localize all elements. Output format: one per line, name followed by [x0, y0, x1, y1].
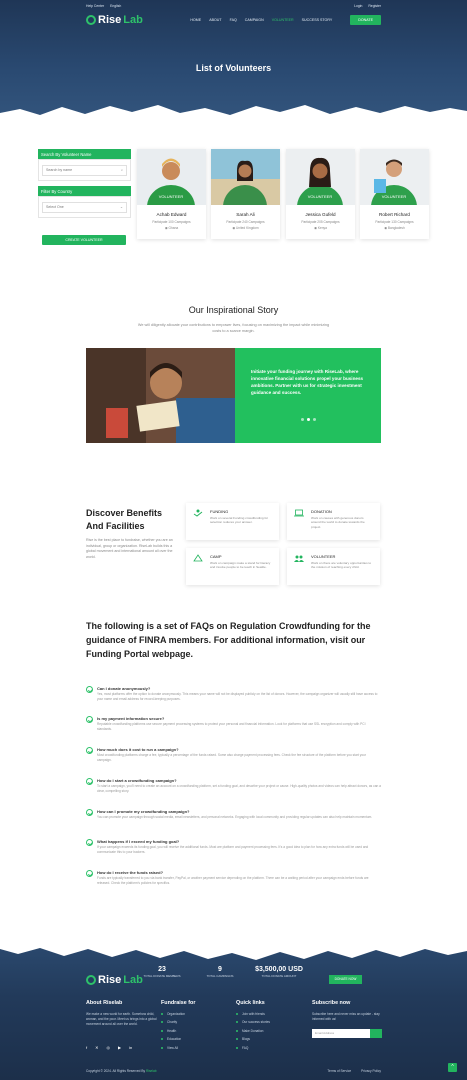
- stat-value: $3,500,00 USD: [255, 966, 303, 973]
- footer-link[interactable]: Our success stories: [236, 1020, 270, 1024]
- stat-amount: [250, 966, 308, 978]
- check-circle-icon: [86, 747, 93, 754]
- login-link[interactable]: Login: [354, 4, 363, 8]
- volunteer-photo: [211, 149, 280, 205]
- funding-icon: [193, 509, 203, 517]
- donate-button[interactable]: DONATE: [350, 15, 381, 25]
- volunteer-card[interactable]: [360, 149, 429, 239]
- carousel-dot[interactable]: [301, 418, 304, 421]
- volunteer-name: Jessica Gufeld: [305, 212, 336, 217]
- top-bar: [86, 2, 381, 10]
- volunteer-campaigns: Participate 205 Campaigns: [301, 220, 340, 224]
- volunteer-icon: [294, 554, 304, 562]
- nav-success-story[interactable]: SUCCESS STORY: [301, 18, 333, 22]
- check-circle-icon: [86, 716, 93, 723]
- benefits-title: [86, 507, 162, 533]
- footer-fundraise: [161, 1000, 195, 1054]
- volunteer-photo: [286, 149, 355, 205]
- logo-icon: [86, 15, 96, 25]
- footer-link[interactable]: Make Donation: [236, 1029, 270, 1033]
- subscribe-email-input[interactable]: Email Address: [312, 1029, 370, 1038]
- camp-icon: [193, 554, 203, 562]
- footer-quick-links-title: Quick links: [236, 1000, 265, 1006]
- story-subtitle: We will diligently allocate your contributions to empower lives, focusing on maximizing the impact while minimizing costs to a scarce margin.: [137, 323, 330, 333]
- faq-question[interactable]: How much does it cost to run a campaign?: [97, 747, 179, 752]
- benefit-title: CAMP: [210, 554, 222, 559]
- legal-links: [327, 1069, 381, 1073]
- faq-question[interactable]: Can I donate anonymously?: [97, 686, 151, 691]
- story-card-text: Initiate your funding journey with RiseLab, where innovative financial solutions propel your business ambitions. Partner with us for strategic investment guidance and success.: [251, 369, 364, 396]
- benefit-title: DONATION: [311, 509, 332, 514]
- benefit-title: FUNDING: [210, 509, 229, 514]
- subscribe-button[interactable]: [370, 1029, 382, 1038]
- footer-about-text: We make a new world for earth. Somehow child, woman, and the poor. Meet us brings into a global movement around all over the world.: [86, 1012, 157, 1026]
- location-text: Bangladesh: [387, 226, 405, 230]
- instagram-icon[interactable]: ◎: [106, 1045, 110, 1050]
- location-text: United Kingdom: [235, 226, 259, 230]
- copyright-text: Copyright © 2024. All Rights Reserved By: [86, 1069, 146, 1073]
- volunteer-campaigns: Participate 240 Campaigns: [226, 220, 265, 224]
- footer-link[interactable]: Charity: [161, 1020, 195, 1024]
- carousel-dot[interactable]: [313, 418, 316, 421]
- benefit-title: VOLUNTEER: [311, 554, 336, 559]
- faq-answer: If your campaign exceeds its funding goal, you will receive the additional funds. Most are platform and payment processing fees. It's a good idea to plan for how any extra funds will be used and communicate this to your backers.: [97, 845, 369, 854]
- hero-banner: [0, 0, 467, 130]
- benefits-title-line1: Discover Benefits: [86, 508, 163, 518]
- privacy-link[interactable]: Privacy Policy: [361, 1069, 381, 1073]
- laptop-icon: [294, 509, 304, 517]
- stat-value: 23: [158, 966, 166, 973]
- faq-question[interactable]: How do I receive the funds raised?: [97, 870, 164, 875]
- nav-campaign[interactable]: CAMPAIGN: [244, 18, 264, 22]
- logo-text-b: Lab: [123, 974, 143, 986]
- help-center-link[interactable]: Help Center: [86, 4, 105, 8]
- story-card: [235, 348, 381, 443]
- benefits-text: Rise is the best place to fundraise, whether you are an individual, group or organization. RiseLab builds this a global movement and international amount all over the world.: [86, 538, 173, 559]
- check-circle-icon: [86, 839, 93, 846]
- register-link[interactable]: Register: [368, 4, 381, 8]
- social-links: [86, 1045, 132, 1050]
- footer-link[interactable]: Health: [161, 1029, 195, 1033]
- nav-volunteer[interactable]: VOLUNTEER: [271, 18, 294, 22]
- volunteer-photo: [360, 149, 429, 205]
- footer-quick-links: [236, 1000, 270, 1054]
- search-placeholder: Search by name: [46, 168, 73, 172]
- faq-answer: Funds are typically transferred to you via bank transfer, PayPal, or another payment service depending on the platform. There can be a waiting period after your campaign ends before funds are released. Check the platform's policies for specifics.: [97, 876, 369, 885]
- check-circle-icon: [86, 778, 93, 785]
- create-volunteer-button[interactable]: CREATE VOLUNTEER: [42, 235, 126, 245]
- volunteer-location: [211, 226, 280, 230]
- location-pin-icon: ◉: [384, 226, 388, 230]
- logo-text-a: Rise: [98, 14, 122, 26]
- footer-fundraise-title: Fundraise for: [161, 1000, 196, 1006]
- check-circle-icon: [86, 686, 93, 693]
- benefit-desc: Work on there are voluntary opportunities to the mission of reaching every child.: [311, 561, 372, 570]
- volunteer-name: Sarah Ali: [236, 212, 255, 217]
- youtube-icon[interactable]: ▶: [117, 1045, 122, 1050]
- footer-link[interactable]: Blogs: [236, 1037, 270, 1041]
- copyright: [86, 1069, 157, 1073]
- svg-text:VOLUNTEER: VOLUNTEER: [381, 194, 407, 199]
- back-to-top-button[interactable]: ^: [448, 1063, 457, 1072]
- location-pin-icon: ◉: [164, 226, 169, 230]
- nav-faq[interactable]: FAQ: [229, 18, 237, 22]
- country-title: Filter By Country: [38, 186, 131, 196]
- stat-members: [140, 966, 184, 978]
- faq-title: The following is a set of FAQs on Regulation Crowdfunding for the guidance of FINRA members. For additional information, visit our Funding Portal webpage.: [86, 621, 371, 659]
- hero-torn-edge: [0, 97, 467, 131]
- stat-campaigns: [198, 966, 242, 978]
- volunteer-photo: [137, 149, 206, 205]
- footer-torn-edge: [0, 929, 467, 969]
- faq-answer: Most crowdfunding platforms charge a fee, typically a percentage of the funds raised. Some also charge payment processing fees. Check the fee structure of the platform before you start your campaign.: [97, 753, 366, 762]
- stat-label: TOTAL DONATE AMOUNT: [261, 974, 297, 978]
- search-icon: ⌕: [120, 168, 123, 172]
- main-nav: [86, 13, 381, 27]
- search-title: Search By Volunteer Name: [38, 149, 131, 159]
- footer-link[interactable]: Join with friends: [236, 1012, 270, 1016]
- nav-menu: [190, 15, 381, 25]
- logo-text-a: Rise: [98, 974, 122, 986]
- brand-logo[interactable]: [86, 14, 143, 26]
- svg-text:VOLUNTEER: VOLUNTEER: [158, 194, 184, 199]
- nav-about[interactable]: ABOUT: [209, 18, 222, 22]
- volunteer-location: [360, 226, 429, 230]
- footer-logo[interactable]: [86, 974, 143, 986]
- benefits-title-line2: And Facilities: [86, 521, 145, 532]
- volunteer-campaigns: Participate 100 Campaigns: [152, 220, 191, 224]
- volunteer-card[interactable]: [286, 149, 355, 239]
- donate-now-button[interactable]: DONATE NOW: [329, 975, 362, 984]
- story-title: Our Inspirational Story: [188, 305, 279, 315]
- faq-answer: Yes, most platforms offer the option to donate anonymously. This means your name will not be displayed publicly on the list of donors. However, the campaign organizer will usually still have access to your name and email address for record-keeping purposes.: [97, 692, 378, 701]
- linkedin-icon[interactable]: in: [129, 1045, 133, 1050]
- faq-question[interactable]: How can I promote my crowdfunding campaign?: [97, 809, 190, 814]
- benefit-card-funding[interactable]: [186, 503, 279, 540]
- terms-link[interactable]: Terms of Service: [327, 1069, 352, 1073]
- footer-link[interactable]: View All: [161, 1046, 195, 1050]
- volunteer-name: Achab Edward: [156, 212, 187, 217]
- language-select[interactable]: English: [110, 4, 122, 8]
- footer-about-title: About Riselab: [86, 1000, 123, 1006]
- location-text: Kenya: [317, 226, 327, 230]
- stat-label: TOTAL CAMPAIGNS: [206, 974, 234, 978]
- search-box: [38, 159, 131, 181]
- facebook-icon[interactable]: f: [86, 1045, 88, 1050]
- country-select[interactable]: [42, 202, 127, 213]
- carousel-dot[interactable]: [307, 418, 310, 421]
- volunteer-name: Robert Richard: [379, 212, 410, 217]
- volunteer-card[interactable]: [137, 149, 206, 239]
- carousel-dots: [235, 418, 381, 421]
- logo-text-b: Lab: [123, 14, 143, 26]
- twitter-icon[interactable]: ✕: [95, 1045, 99, 1050]
- volunteer-location: [286, 226, 355, 230]
- footer-subscribe: [312, 1000, 382, 1022]
- faq-answer: You can promote your campaign through social media, email newsletters, and personal networks. Engaging with local community and providing regular updates can also help maintain momentum.: [97, 815, 373, 819]
- volunteer-search-input[interactable]: [42, 165, 127, 176]
- benefit-desc: Work on campaign make a stand for literacy and involve people to be teach in Seattle.: [210, 561, 271, 570]
- location-text: Ghana: [168, 226, 179, 230]
- faq-question[interactable]: Is my payment information secure?: [97, 716, 165, 721]
- volunteer-location: [137, 226, 206, 230]
- footer-about: [86, 1000, 166, 1026]
- footer-link[interactable]: FAQ: [236, 1046, 270, 1050]
- benefit-card-volunteer[interactable]: [287, 548, 380, 585]
- volunteer-card[interactable]: [211, 149, 280, 239]
- copyright-brand[interactable]: Riselab: [145, 1069, 157, 1073]
- page-title: List of Volunteers: [195, 63, 272, 73]
- filter-sidebar: [38, 149, 131, 242]
- faq-question[interactable]: What happens if I exceed my funding goal?: [97, 839, 180, 844]
- volunteer-campaigns: Participate 130 Campaigns: [375, 220, 414, 224]
- story-image: [86, 348, 235, 443]
- footer-subscribe-title: Subscribe now: [312, 1000, 351, 1006]
- location-pin-icon: ◉: [314, 226, 318, 230]
- faq-answer: Reputable crowdfunding platforms use secure payment processing systems to protect your personal and financial information. Look for platforms that use SSL encryption and comply with PCI standards.: [97, 722, 366, 731]
- country-box: [38, 196, 131, 218]
- stat-value: 9: [218, 966, 222, 973]
- location-pin-icon: ◉: [232, 226, 236, 230]
- check-circle-icon: [86, 870, 93, 877]
- benefit-card-donation[interactable]: [287, 503, 380, 540]
- benefit-card-camp[interactable]: [186, 548, 279, 585]
- benefit-desc: Work on several Funding crowdfunding for selection reduces your answer.: [210, 516, 269, 525]
- benefit-desc: Work on causes with generous donors around the world to donate towards the project.: [311, 516, 365, 529]
- footer-link[interactable]: Education: [161, 1037, 195, 1041]
- country-value: Select One: [46, 205, 64, 209]
- chevron-down-icon: ⌄: [119, 205, 123, 209]
- logo-icon: [86, 975, 96, 985]
- check-circle-icon: [86, 809, 93, 816]
- nav-home[interactable]: HOME: [190, 18, 202, 22]
- stat-label: TOTAL DONATE MEMBERS: [143, 974, 181, 978]
- footer-link[interactable]: Organization: [161, 1012, 195, 1016]
- svg-text:VOLUNTEER: VOLUNTEER: [307, 194, 333, 199]
- footer: [0, 930, 467, 1080]
- faq-answer: To start a campaign, you'll need to create an account on a crowdfunding platform, set a funding goal, and describe your project or cause. High-quality photos and videos can help attract donors, as can a clear, compelling story.: [97, 784, 381, 793]
- faq-question[interactable]: How do I start a crowdfunding campaign?: [97, 778, 177, 783]
- footer-subscribe-text: Subscribe here and never miss an update - stay informed with us!: [312, 1012, 380, 1021]
